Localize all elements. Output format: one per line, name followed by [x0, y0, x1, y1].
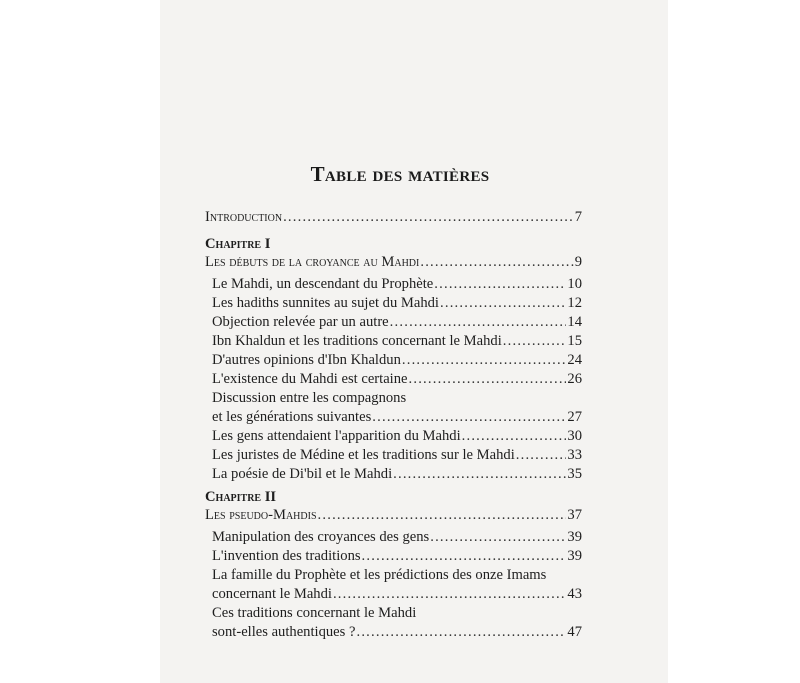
entry-label: et les générations suivantes: [212, 409, 372, 425]
leader-dots: [318, 506, 567, 525]
chapter-heading: Chapitre I: [205, 236, 271, 252]
leader-dots: [402, 351, 567, 370]
toc-entry[interactable]: [205, 275, 582, 294]
entry-label: Les juristes de Médine et les traditions sur le Mahdi: [212, 447, 515, 463]
entry-page: 7: [574, 209, 582, 225]
toc-entry[interactable]: [205, 332, 582, 351]
toc-entry[interactable]: [205, 294, 582, 313]
entry-page: 27: [567, 409, 582, 425]
entry-page: 47: [567, 624, 582, 640]
leader-dots: [516, 446, 567, 465]
entry-label: Les pseudo-Mahdis: [205, 507, 317, 523]
toc-entry[interactable]: [205, 408, 582, 427]
toc-entry[interactable]: [205, 427, 582, 446]
toc-title: Table des matières: [310, 162, 490, 186]
leader-dots: [430, 528, 566, 547]
entry-label: Les gens attendaient l'apparition du Mahdi: [212, 428, 461, 444]
entry-page: 35: [567, 466, 582, 482]
toc-entry[interactable]: [205, 528, 582, 547]
entry-page: 26: [567, 371, 582, 387]
entry-label: sont-elles authentiques ?: [212, 624, 356, 640]
entry-page: 14: [567, 314, 582, 330]
toc-entry[interactable]: [205, 465, 582, 484]
entry-label: Les débuts de la croyance au Mahdi: [205, 254, 420, 270]
entry-label: Introduction: [205, 209, 283, 225]
entry-label: concernant le Mahdi: [212, 586, 332, 602]
entry-page: 33: [567, 447, 582, 463]
leader-dots: [420, 253, 573, 272]
entry-label: Ibn Khaldun et les traditions concernant le Mahdi: [212, 333, 502, 349]
entry-label: D'autres opinions d'Ibn Khaldun: [212, 352, 401, 368]
leader-dots: [390, 313, 567, 332]
entry-label: La poésie de Di'bil et le Mahdi: [212, 466, 393, 482]
leader-dots: [434, 275, 566, 294]
chapter-heading: Chapitre II: [205, 489, 277, 505]
entry-page: 9: [574, 254, 582, 270]
entry-first-line: Discussion entre les compagnons: [212, 390, 407, 406]
leader-dots: [356, 623, 566, 642]
toc-entry[interactable]: [205, 547, 582, 566]
chapter-title-entry[interactable]: [205, 253, 582, 272]
entry-label: Les hadiths sunnites au sujet du Mahdi: [212, 295, 439, 311]
entry-page: 37: [567, 507, 582, 523]
entry-page: 30: [567, 428, 582, 444]
entry-first-line: Ces traditions concernant le Mahdi: [212, 605, 417, 621]
entry-page: 39: [567, 548, 582, 564]
leader-dots: [362, 547, 567, 566]
entry-page: 12: [567, 295, 582, 311]
leader-dots: [333, 585, 566, 604]
toc-entry[interactable]: [205, 313, 582, 332]
toc-entry[interactable]: [205, 351, 582, 370]
leader-dots: [409, 370, 567, 389]
entry-first-line: La famille du Prophète et les prédictions des onze Imams: [212, 567, 547, 583]
leader-dots: [440, 294, 566, 313]
toc-entry[interactable]: [205, 370, 582, 389]
entry-page: 10: [567, 276, 582, 292]
leader-dots: [503, 332, 567, 351]
toc-entry[interactable]: [205, 446, 582, 465]
entry-page: 15: [567, 333, 582, 349]
entry-page: 43: [567, 586, 582, 602]
leader-dots: [393, 465, 566, 484]
leader-dots: [372, 408, 566, 427]
entry-page: 39: [567, 529, 582, 545]
entry-label: L'invention des traditions: [212, 548, 361, 564]
toc-entry[interactable]: [205, 585, 582, 604]
leader-dots: [283, 208, 574, 227]
entry-label: Le Mahdi, un descendant du Prophète: [212, 276, 434, 292]
toc-entry[interactable]: [205, 623, 582, 642]
table-of-contents: [205, 208, 582, 642]
toc-entry-introduction[interactable]: [205, 208, 582, 227]
entry-page: 24: [567, 352, 582, 368]
entry-label: Objection relevée par un autre: [212, 314, 389, 330]
chapter-title-entry[interactable]: [205, 506, 582, 525]
entry-label: Manipulation des croyances des gens: [212, 529, 430, 545]
entry-label: L'existence du Mahdi est certaine: [212, 371, 408, 387]
leader-dots: [462, 427, 567, 446]
